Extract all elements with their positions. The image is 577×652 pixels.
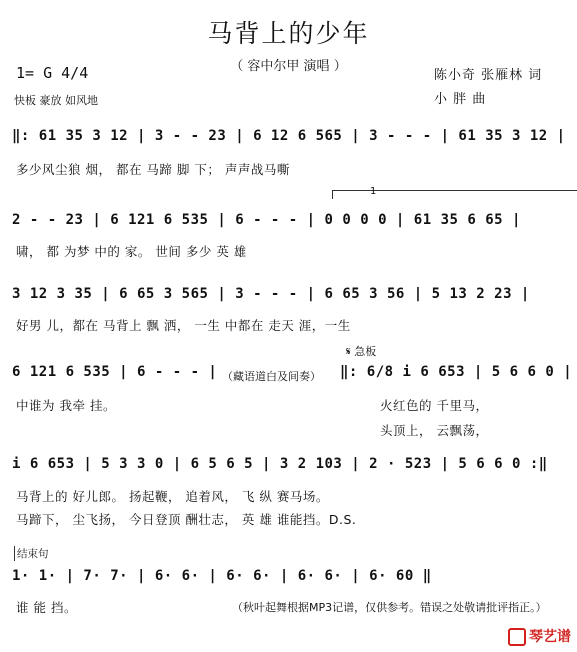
interlude-note: （藏语道白及间奏） (222, 370, 321, 383)
lyric-line-4-verse2: 头顶上， 云飘荡， (380, 423, 489, 438)
volta-bracket (332, 190, 577, 199)
volta-number: 1 (370, 186, 377, 197)
lyricist-credit: 陈小奇 张雁林 词 (434, 68, 543, 83)
lyric-line-6: 谁 能 挡。 (16, 600, 77, 615)
notation-line-4-tail: ‖: 6/8 i 6 653 | 5 6 6 0 | (340, 364, 573, 380)
presto-mark: 急板 (354, 345, 377, 358)
segno-tempo-mark (346, 343, 376, 359)
lyric-line-4-verse1: 火红色的 千里马， (380, 398, 489, 413)
lyric-line-2: 啸， 都 为梦 中的 家。 世间 多少 英 雄 (16, 244, 247, 259)
notation-line-2: 2 - - 23 | 6 121 6 535 | 6 - - - | 0 0 0 0 | 61 35 6 65 | (12, 212, 521, 228)
watermark-logo: 琴艺谱 (508, 626, 571, 646)
ending-label: 结束句 (14, 546, 49, 561)
tempo-marking: 快板 豪放 如风地 (14, 94, 98, 107)
notation-line-4: 6 121 6 535 | 6 - - - | (12, 364, 218, 380)
song-title: 马背上的少年 (207, 19, 370, 48)
composer-credit: 小 胖 曲 (434, 92, 487, 107)
lyric-line-5-verse2: 马蹄下， 尘飞扬， 今日登顶 酬壮志， 英 雄 谁能挡。D.S. (16, 512, 357, 527)
notation-line-1: ‖: 61 35 3 12 | 3 - - 23 | 6 12 6 565 | 3 - - - | 61 35 3 12 | (12, 128, 566, 144)
credits (434, 64, 542, 112)
notation-line-6: 1· 1· | 7· 7· | 6· 6· | 6· 6· | 6· 6· | 6· 60 ‖ (12, 568, 432, 584)
lyric-line-1: 多少风尘狼 烟， 都在 马蹄 脚 下； 声声战马嘶 (16, 162, 290, 177)
lyric-line-5-verse1: 马背上的 好儿郎。 扬起鞭， 追着风， 飞 纵 赛马场。 (16, 489, 329, 504)
key-signature: 1= G 4/4 (16, 64, 89, 82)
lyric-line-3: 好男 儿，都在 马背上 飘 洒， 一生 中都在 走天 涯，一生 (16, 318, 351, 333)
transcriber-note: （秋叶起舞根据MP3记谱，仅供参考。错误之处敬请批评指正。） (232, 601, 547, 614)
segno-icon: 𝄋 (346, 345, 351, 358)
notation-line-5: i 6 653 | 5 3 3 0 | 6 5 6 5 | 3 2 103 | 2 · 523 | 5 6 6 0 :‖ (12, 456, 548, 472)
lyric-line-4: 中谁为 我牵 挂。 (16, 398, 116, 413)
logo-icon (508, 628, 526, 646)
notation-line-3: 3 12 3 35 | 6 65 3 565 | 3 - - - | 6 65 3 56 | 5 13 2 23 | (12, 286, 530, 302)
performer-subtitle: （ 容中尔甲 演唱 ） (230, 59, 347, 74)
